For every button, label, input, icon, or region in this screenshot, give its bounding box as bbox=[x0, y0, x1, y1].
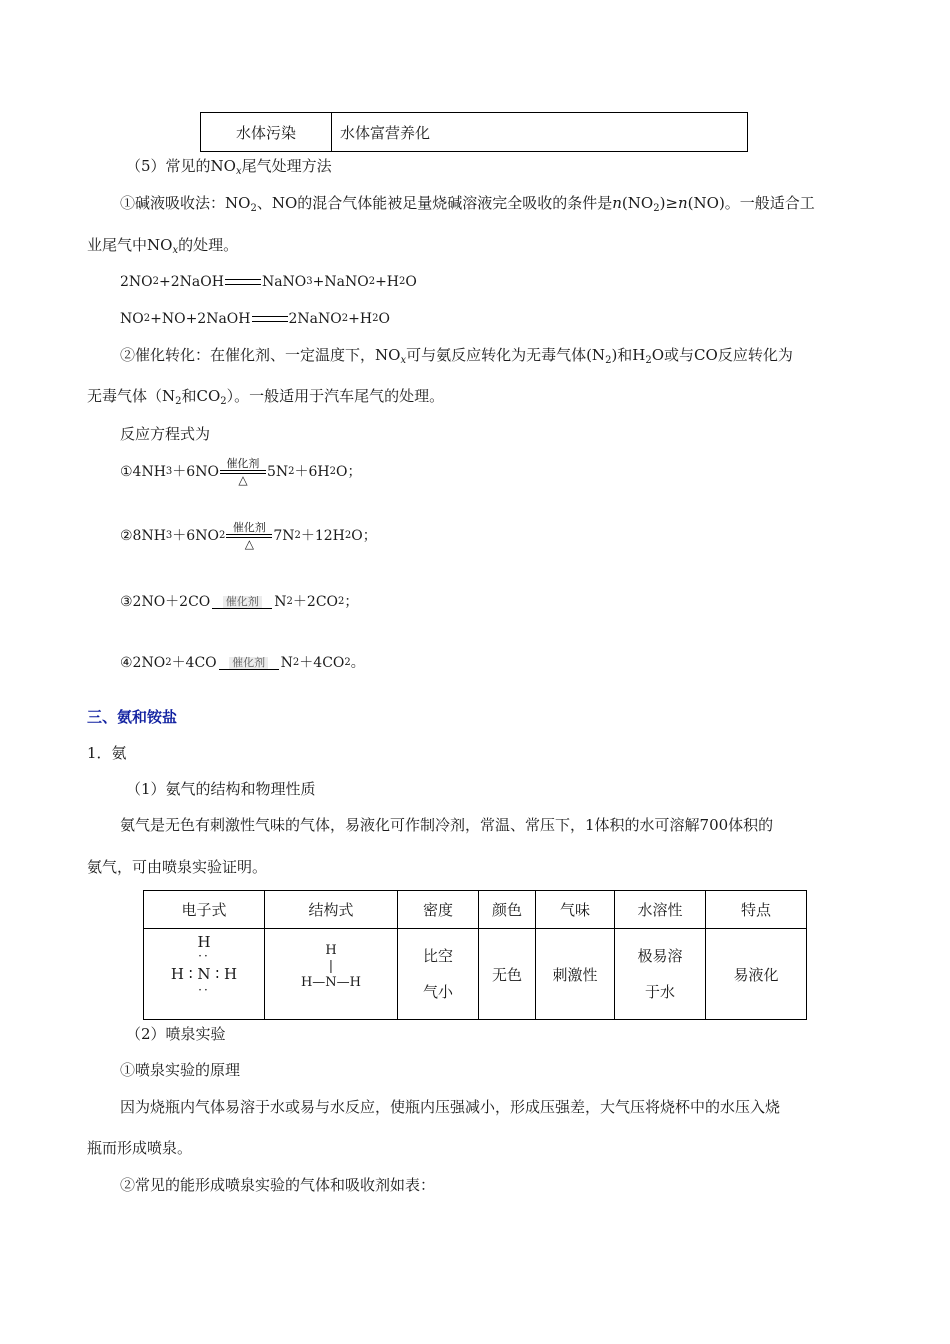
subsection-2-2: ②常见的能形成喷泉实验的气体和吸收剂如表： bbox=[120, 1176, 436, 1194]
paragraph-catalytic-conversion: ②催化转化：在催化剂、一定温度下，$NO_x$可与氨反应转化为无毒气体$(N_2)$和$H_2O$或与CO反应转化为 bbox=[120, 346, 793, 366]
header-structural-formula: 结构式 bbox=[265, 891, 398, 929]
subsection-1: 1．氨 bbox=[87, 744, 127, 762]
cell-odor: 刺激性 bbox=[536, 929, 615, 1020]
ammonia-paragraph-line1: 氨气是无色有刺激性气味的气体，易液化可作制冷剂，常温、常压下，1体积的水可溶解700体积的 bbox=[120, 816, 774, 834]
ammonia-paragraph-line2: 氨气，可由喷泉实验证明。 bbox=[87, 858, 268, 876]
equals-sign bbox=[225, 279, 261, 285]
fountain-paragraph-line1: 因为烧瓶内气体易溶于水或易与水反应，使瓶内压强减小，形成压强差，大气压将烧杯中的水压入烧 bbox=[120, 1098, 781, 1116]
header-electron-formula: 电子式 bbox=[144, 891, 265, 929]
header-solubility: 水溶性 bbox=[615, 891, 706, 929]
reaction-2: ②8NH 3 ＋6NO 2 催化剂 △ 7N 2 ＋12H 2 O； bbox=[120, 521, 377, 551]
cell-density: 比空 气小 bbox=[398, 929, 479, 1020]
paragraph-alkali-absorption: ①碱液吸收法：$NO_2$、NO的混合气体能被足量烧碱溶液完全吸收的条件是$n(NO_2)\ge n(NO)$。一般适合工 bbox=[120, 194, 815, 214]
catalyst-heat-arrow: 催化剂 △ bbox=[220, 458, 266, 486]
electron-dots: ·· bbox=[198, 949, 210, 963]
pollution-table bbox=[200, 112, 748, 152]
cell-structural-formula: H | H—N—H bbox=[265, 929, 398, 1020]
reaction-label: 反应方程式为 bbox=[120, 425, 211, 443]
reaction-3: ③2NO＋2CO 催化剂 N 2 ＋2CO 2 ； bbox=[120, 594, 359, 610]
subsection-2-1: ①喷泉实验的原理 bbox=[120, 1061, 241, 1079]
heat-triangle-icon: △ bbox=[238, 473, 248, 487]
cell-lewis-structure: H ·· H ∶ N ∶ H ·· bbox=[144, 929, 265, 1020]
cell-solubility: 极易溶 于水 bbox=[615, 929, 706, 1020]
fountain-paragraph-line2: 瓶而形成喷泉。 bbox=[87, 1139, 193, 1157]
header-density: 密度 bbox=[398, 891, 479, 929]
paragraph-alkali-absorption-line2: 业尾气中$NO_x$的处理。 bbox=[87, 236, 239, 256]
ammonia-properties-table bbox=[143, 890, 807, 1020]
pollution-cell-2: 水体富营养化 bbox=[332, 113, 748, 152]
catalyst-arrow: 催化剂 bbox=[219, 657, 279, 670]
cell-feature: 易液化 bbox=[706, 929, 807, 1020]
cell-color: 无色 bbox=[479, 929, 536, 1020]
catalyst-heat-arrow: 催化剂 △ bbox=[226, 522, 272, 550]
reaction-4: ④2NO 2 ＋4CO 催化剂 N 2 ＋4CO 2 。 bbox=[120, 655, 365, 671]
heat-triangle-icon: △ bbox=[244, 537, 254, 551]
equation-a: 2NO 2 +2NaOH NaNO 3 +NaNO 2 +H 2 O bbox=[120, 274, 417, 290]
electron-dots: ·· bbox=[198, 983, 210, 997]
reaction-1: ①4NH 3 ＋6NO 催化剂 △ 5N 2 ＋6H 2 O； bbox=[120, 457, 362, 487]
header-color: 颜色 bbox=[479, 891, 536, 929]
subsection-2: （2）喷泉实验 bbox=[126, 1025, 226, 1043]
header-odor: 气味 bbox=[536, 891, 615, 929]
paragraph-catalytic-conversion-line2: 无毒气体（$N_2$和$CO_2$）。一般适用于汽车尾气的处理。 bbox=[87, 387, 445, 407]
subsection-1-1: （1）氨气的结构和物理性质 bbox=[126, 780, 316, 798]
equals-sign bbox=[252, 316, 288, 322]
header-feature: 特点 bbox=[706, 891, 807, 929]
pollution-cell-1: 水体污染 bbox=[201, 113, 332, 152]
catalyst-arrow: 催化剂 bbox=[212, 596, 272, 609]
section-3-heading: 三、氨和铵盐 bbox=[87, 708, 178, 726]
section-5-title: （5）常见的$NO_x$尾气处理方法 bbox=[126, 157, 332, 177]
equation-b: NO 2 +NO+2NaOH 2NaNO 2 +H 2 O bbox=[120, 311, 390, 327]
